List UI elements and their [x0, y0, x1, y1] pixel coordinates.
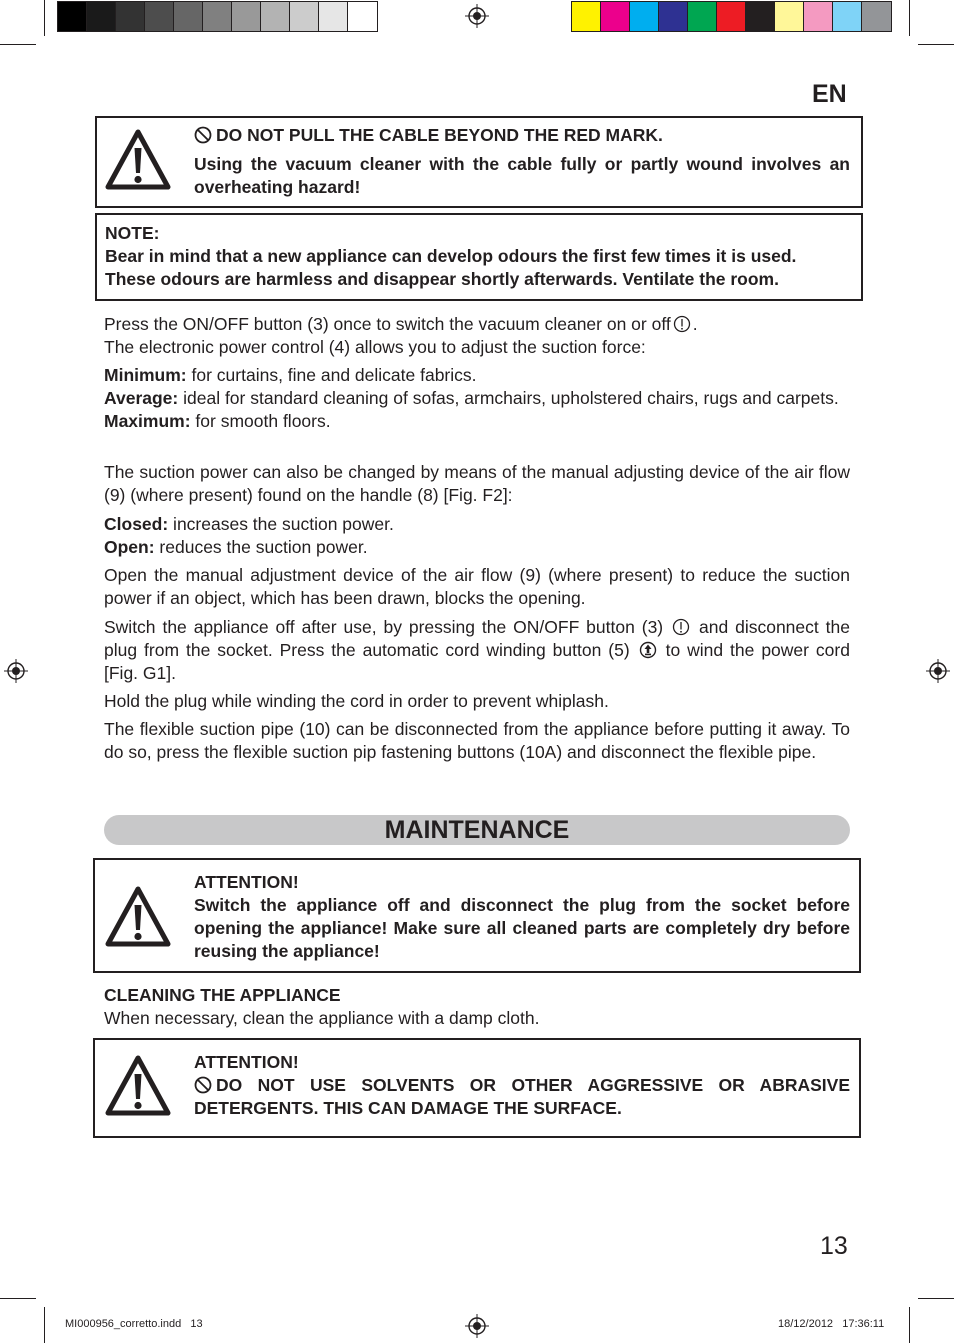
level-average: Average: ideal for standard cleaning of sofas, armchairs, upholstered chairs, rugs and carpets. [104, 388, 839, 408]
process-color-bar [571, 1, 892, 32]
paragraph-whiplash: Hold the plug while winding the cord in order to prevent whiplash. [104, 691, 609, 711]
color-swatch [862, 2, 891, 31]
prohibition-icon [194, 126, 212, 144]
color-swatch [348, 2, 377, 31]
warning-triangle-icon [104, 1054, 172, 1118]
setting-open: Open: reduces the suction power. [104, 537, 368, 557]
on-off-icon [672, 618, 690, 636]
color-swatch [630, 2, 659, 31]
color-swatch [833, 2, 862, 31]
crop-mark [918, 44, 954, 45]
attention-box-1 [93, 858, 861, 973]
attention-box-2 [93, 1038, 861, 1138]
warning-cable-content [194, 124, 850, 199]
color-swatch [174, 2, 203, 31]
color-swatch [659, 2, 688, 31]
on-off-icon [673, 315, 691, 333]
paragraph-flexible-pipe: The flexible suction pipe (10) can be disconnected from the appliance before putting it away. To do so, press the flexible suction pip fastening buttons (10A) and disconnect the flexible pipe. [104, 719, 850, 762]
cord-rewind-icon [639, 641, 657, 659]
note-content [105, 222, 857, 291]
cleaning-section [104, 984, 850, 1030]
attention-2-content [194, 1051, 850, 1120]
attention-1-text: Switch the appliance off and disconnect the plug from the socket before opening the appliance! Make sure all cleaned parts are completely dry before reusing the appliance! [194, 895, 850, 961]
language-label: EN [812, 80, 847, 108]
attention-1-title: ATTENTION! [194, 872, 299, 892]
paragraph-air-flow: The suction power can also be changed by means of the manual adjusting device of the air flow (9) (where present) found on the handle (8) [Fig. F2]: [104, 462, 850, 505]
file-slug: MI000956_corretto.indd 13 [65, 1318, 203, 1330]
color-swatch [145, 2, 174, 31]
color-swatch [572, 2, 601, 31]
note-box [95, 213, 863, 301]
crop-mark [909, 1307, 910, 1343]
prohibition-icon [194, 1076, 212, 1094]
color-swatch [746, 2, 775, 31]
color-swatch [87, 2, 116, 31]
color-swatch [804, 2, 833, 31]
paragraph-power-levels [104, 364, 850, 433]
color-swatch [319, 2, 348, 31]
registration-mark-icon [465, 1314, 489, 1338]
color-swatch [775, 2, 804, 31]
note-line-1: Bear in mind that a new appliance can develop odours the first few times it is used. [105, 246, 797, 266]
paragraph-onoff: Press the ON/OFF button (3) once to switch the vacuum cleaner on or off . The electronic power control (4) allows you to adjust the suction force: [104, 314, 698, 357]
note-line-2: These odours are harmless and disappear shortly afterwards. Ventilate the room. [105, 269, 779, 289]
level-maximum: Maximum: for smooth floors. [104, 411, 331, 431]
warning-box-cable [95, 116, 863, 208]
paragraph-switch-off: Switch the appliance off after use, by pressing the ON/OFF button (3) and disconnect the plug from the socket. Press the automatic cord winding button (5) to wind the power cord [Fig. G1]. [104, 617, 850, 683]
crop-mark [0, 1298, 36, 1299]
crop-mark [44, 0, 45, 36]
level-minimum: Minimum: for curtains, fine and delicate fabrics. [104, 365, 477, 385]
note-title: NOTE: [105, 223, 160, 243]
color-swatch [601, 2, 630, 31]
paragraph-closed-open [104, 513, 850, 559]
color-swatch [203, 2, 232, 31]
attention-2-text: DO NOT USE SOLVENTS OR OTHER AGGRESSIVE OR ABRASIVE DETERGENTS. THIS CAN DAMAGE THE SURFACE. [194, 1075, 850, 1118]
page-number: 13 [820, 1232, 848, 1260]
color-swatch [261, 2, 290, 31]
warning-triangle-icon [104, 128, 172, 192]
registration-mark-icon [4, 659, 28, 683]
crop-mark [918, 1298, 954, 1299]
color-swatch [717, 2, 746, 31]
grayscale-color-bar [57, 1, 378, 32]
color-swatch [116, 2, 145, 31]
warning-triangle-icon [104, 885, 172, 949]
attention-2-title: ATTENTION! [194, 1052, 299, 1072]
setting-closed: Closed: increases the suction power. [104, 514, 394, 534]
color-swatch [290, 2, 319, 31]
crop-mark [44, 1307, 45, 1343]
warning-cable-text: Using the vacuum cleaner with the cable fully or partly wound involves an overheating hazard! [194, 154, 850, 197]
crop-mark [909, 0, 910, 36]
attention-1-content [194, 871, 850, 963]
registration-mark-icon [465, 4, 489, 28]
section-heading-maintenance: MAINTENANCE [104, 815, 850, 845]
color-swatch [58, 2, 87, 31]
warning-cable-title: DO NOT PULL THE CABLE BEYOND THE RED MARK. [194, 124, 850, 147]
cleaning-title: CLEANING THE APPLIANCE [104, 985, 341, 1005]
color-swatch [232, 2, 261, 31]
color-swatch [688, 2, 717, 31]
cleaning-text: When necessary, clean the appliance with a damp cloth. [104, 1008, 540, 1028]
paragraph-blocked-opening: Open the manual adjustment device of the air flow (9) (where present) to reduce the suction power if an object, which has been drawn, blocks the opening. [104, 565, 850, 608]
date-slug: 18/12/2012 17:36:11 [778, 1318, 885, 1330]
crop-mark [0, 44, 36, 45]
registration-mark-icon [926, 659, 950, 683]
